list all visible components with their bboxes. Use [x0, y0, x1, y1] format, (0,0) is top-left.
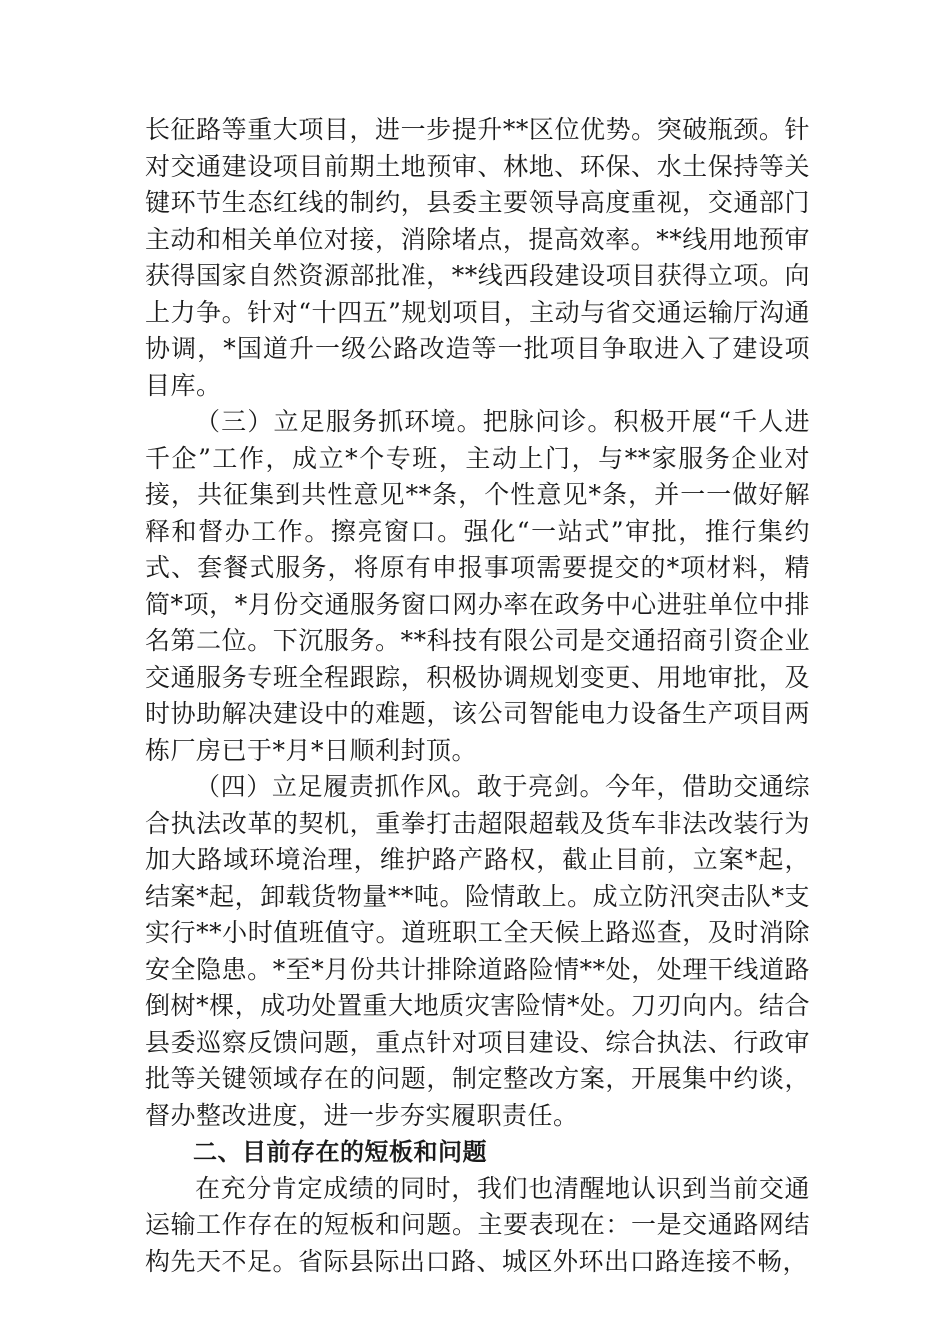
paragraph-lead: （三）立足服务抓环境。: [195, 407, 483, 436]
paragraph-project-continuation: [145, 112, 810, 404]
paragraph-shortcomings: 在充分肯定成绩的同时，我们也清醒地认识到当前交通运输工作存在的短板和问题。主要表现在：一是交通路网结构先天不足。省际县际出口路、城区外环出口路连接不畅，: [145, 1173, 810, 1276]
document-body: [145, 112, 810, 1280]
paragraph-duty-style: [145, 769, 810, 1134]
paragraph-service-environment: [145, 404, 810, 769]
paragraph-lead: （四）立足履责抓作风。: [195, 772, 477, 801]
section-heading: 二、目前存在的短板和问题: [193, 1138, 487, 1166]
paragraph-text: 把脉问诊。积极开展“千人进千企”工作，成立*个专班，主动上门，与**家服务企业对接，共征集到共性意见**条，个性意见*条，并一一做好解释和督办工作。擦亮窗口。强化“一站式”审批，推行集约式、套餐式服务，将原有申报事项需要提交的*项材料，精简*项，*月份交通服务窗口网办率在政务中心进驻单位中排名第二位。下沉服务。**科技有限公司是交通招商引资企业交通服务专班全程跟踪，积极协调规划变更、用地审批，及时协助解决建设中的难题，该公司智能电力设备生产项目两栋厂房已于*月*日顺利封顶。: [145, 407, 810, 765]
paragraph-text: 敢于亮剑。今年，借助交通综合执法改革的契机，重拳打击超限超载及货车非法改装行为加大路域环境治理，维护路产路权，截止目前，立案*起，结案*起，卸载货物量**吨。险情敢上。成立防汛突击队*支实行**小时值班值守。道班职工全天候上路巡查，及时消除安全隐患。*至*月份共计排除道路险情**处，处理干线道路倒树*棵，成功处置重大地质灾害险情*处。刀刃向内。结合县委巡察反馈问题，重点针对项目建设、综合执法、行政审批等关键领域存在的问题，制定整改方案，开展集中约谈，督办整改进度，进一步夯实履职责任。: [145, 772, 810, 1130]
paragraph-text: 长征路等重大项目，进一步提升**区位优势。突破瓶颈。针对交通建设项目前期土地预审、林地、环保、水土保持等关键环节生态红线的制约，县委主要领导高度重视，交通部门主动和相关单位对接，消除堵点，提高效率。**线用地预审获得国家自然资源部批准，**线西段建设项目获得立项。向上力争。针对“十四五”规划项目，主动与省交通运输厅沟通协调，*国道升一级公路改造等一批项目争取进入了建设项目库。: [145, 115, 810, 400]
